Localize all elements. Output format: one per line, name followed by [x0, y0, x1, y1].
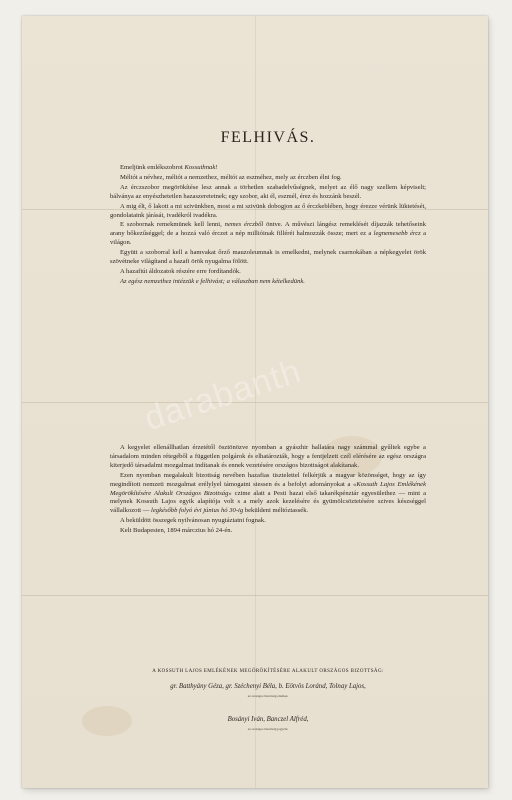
emphasis-text: Kossuthnak! — [184, 164, 218, 171]
paragraph-text: Méltót a névhez, méltót a nemzethez, méltót az eszméhez, mely az érczben élni fog. — [120, 173, 342, 181]
emphasis-text: nemes érczből — [224, 221, 264, 229]
paragraph-text: a világon. — [110, 230, 426, 247]
paragraph — [110, 203, 426, 221]
intro-section — [110, 164, 426, 287]
emphasis-text: legnemesebb ércz — [373, 230, 421, 238]
paragraph-text: Kelt Budapesten, 1894 márczius hó 24-én. — [120, 527, 233, 535]
watermark: darabanth — [139, 351, 306, 439]
paragraph — [110, 278, 426, 287]
paragraph-text: Emeljünk emlékszobrot — [120, 164, 185, 171]
paragraph-text: A hazafiúi áldozatok részére erre fordítandók. — [120, 267, 241, 275]
paragraph — [110, 221, 426, 248]
paragraph-text: beküldeni méltóztassék. — [243, 507, 309, 515]
paragraph-text: A mig élt, ő lakott a mi szivünkben, most a mi szivünk dobogjon az ő érczkeblében, hogy érezze vérünk lüktetését, gondolataink járását, ivadékról ivadékra. — [110, 202, 426, 219]
document-sheet — [22, 16, 488, 788]
signatories-presidents: gr. Batthyány Géza, gr. Széchenyi Béla, b. Eötvös Loránd, Tolnay Lajos, az országos bizottság elnökei. — [170, 683, 366, 698]
page-title: FELHIVÁS. — [220, 129, 316, 146]
paragraph — [110, 472, 426, 517]
paragraph-text: A kegyelet ellenállhatlan érzetétől ösztönözve nyomban a gyászhir hallatára nagy számmal gyűltek egybe a társadalom minden rétegéből a független polgárok és elhatározták, hogy a fentjelzett czél elérésére az egész országra kiterjedő társadalmi mozgalmat indítanak és ennek vezetésére országos bizottságot alakítanak. — [110, 444, 426, 469]
paragraph — [110, 444, 426, 471]
paragraph-text: öntve. A művészi lángész remeklését díjazzák tehetőseink arany bőkezűséggel; de a hozzá való érczet a nép millióinak filléréi halmozzák össze; mert ez a — [110, 221, 426, 238]
emphasis-text: Az egész nemzethez intézzük e felhivást; a válaszban nem kételkedünk. — [120, 277, 305, 285]
committee-heading: A KOSSUTH LAJOS EMLÉKÉNEK MEGÖRÖKÍTÉSÉRE ALAKULT ORSZÁGOS BIZOTTSÁG: — [152, 669, 384, 674]
paragraph — [110, 164, 426, 173]
paragraph — [110, 249, 426, 267]
paragraph-text: E szobornak remekmünek kell lenni, — [120, 221, 225, 229]
paragraph-text: A beküldött összegek nyilvánosan nyugtáztatni fognak. — [120, 517, 266, 525]
signatories-secretaries: Bosányi Iván, Banczel Alfréd, az országos bizottság jegyzői. — [227, 716, 309, 731]
paragraph — [110, 174, 426, 183]
paragraph-text: Az érczszobor megörökítése lesz annak a törhetlen szabadelvűségnek, melyet az élő nagy szellem képviselt; bálványa az enyészhetetlen hazaszeretetnek; egy szobor, aki él, eszmél, érez és hozzánk beszél. — [110, 183, 426, 200]
paragraph — [110, 184, 426, 202]
emphasis-text: legkésőbb folyó évi június hó 30-ig — [151, 507, 244, 515]
paragraph-text: Együtt a szoborral kell a hamvakat őrző mauzoleumnak is emelkedni, melynek csarnokában a népkegyelet örök szövétneke világítand a hazafi örök nyugalma fölött. — [110, 249, 426, 266]
emphasis-text: Kossuth Lajos Emlékének Megörökítésére Alakult Országos Bizottság — [110, 480, 427, 497]
paragraph — [110, 517, 426, 526]
paragraph-text: » czime alatt a Pesti hazai első takarékpénztár egyesülethez — mint a melynek Kossuth Lajos egyik alapítója volt s a mely azok kezelésére és gyümölcsöztetésére szives készséggel vállalkozott — — [110, 489, 427, 515]
paragraph — [110, 527, 426, 536]
body-section — [110, 444, 426, 536]
paragraph — [110, 268, 426, 277]
paragraph-text: Ezen nyomban megalakult bizottság nevében hazafias tisztelettel felkérjük a magyar közönséget, hogy az így megindított nemzeti mozgalmat erélylyel támogatni siessen és a befolyt adományokat a « — [110, 471, 426, 488]
